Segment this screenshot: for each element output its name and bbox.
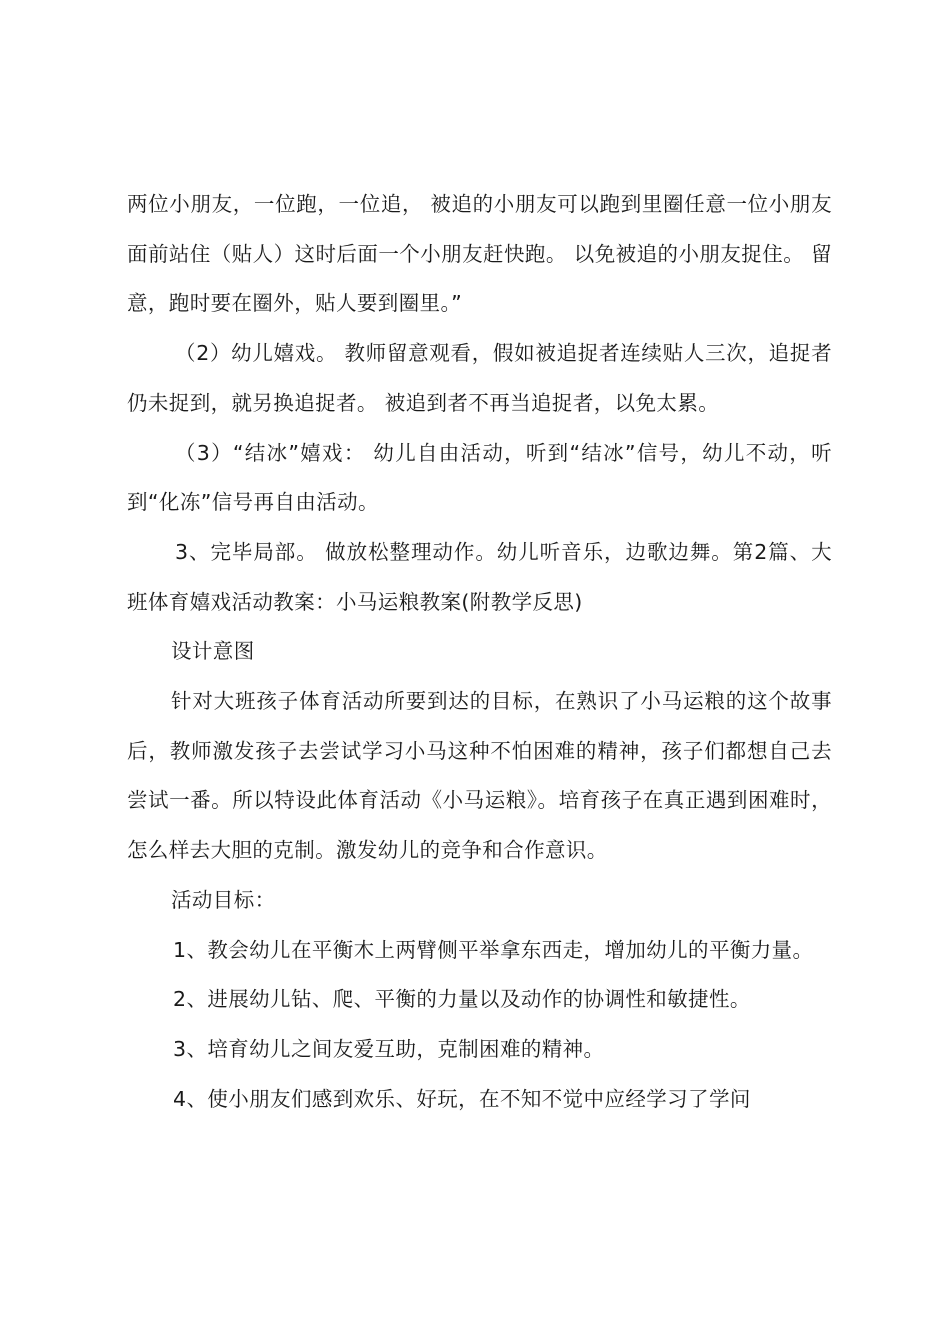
- paragraph-design-intent-body: 针对大班孩子体育活动所要到达的目标，在熟识了小马运粮的这个故事后，教师激发孩子去尝试学习小马这种不怕困难的精神，孩子们都想自己去尝试一番。所以特设此体育活动《小马运粮》。培育孩子在真正遇到困难时，怎么样去大胆的克制。激发幼儿的竞争和合作意识。: [127, 689, 832, 863]
- goal-item-4: 4、使小朋友们感到欢乐、好玩，在不知不觉中应经学习了学问: [173, 1086, 751, 1111]
- goal-item-3: 3、培育幼儿之间友爱互助，克制困难的精神。: [173, 1036, 605, 1061]
- paragraph-children-play: （2）幼儿嬉戏。 教师留意观看，假如被追捉者连续贴人三次，追捉者仍未捉到，就另换追捉者。 被追到者不再当追捉者，以免太累。: [127, 341, 832, 415]
- heading-activity-goals: 活动目标：: [171, 887, 276, 912]
- document-body: [127, 180, 832, 1124]
- paragraph-ending-section: 3、完毕局部。 做放松整理动作。幼儿听音乐，边歌边舞。第2篇、大班体育嬉戏活动教案：小马运粮教案(附教学反思): [127, 539, 832, 614]
- heading-design-intent: 设计意图: [171, 639, 255, 664]
- paragraph-chase-game-rules: 两位小朋友，一位跑，一位追， 被追的小朋友可以跑到里圈任意一位小朋友面前站住（贴人）这时后面一个小朋友赶快跑。 以免被追的小朋友捉住。 留意，跑时要在圈外，贴人要到圈里。”: [127, 192, 832, 316]
- goal-item-1: 1、教会幼儿在平衡木上两臂侧平举拿东西走，增加幼儿的平衡力量。: [173, 937, 814, 962]
- paragraph-freeze-game: （3）“结冰”嬉戏： 幼儿自由活动，听到“结冰”信号，幼儿不动，听到“化冻”信号再自由活动。: [127, 440, 832, 515]
- goal-item-2: 2、进展幼儿钻、爬、平衡的力量以及动作的协调性和敏捷性。: [173, 987, 751, 1012]
